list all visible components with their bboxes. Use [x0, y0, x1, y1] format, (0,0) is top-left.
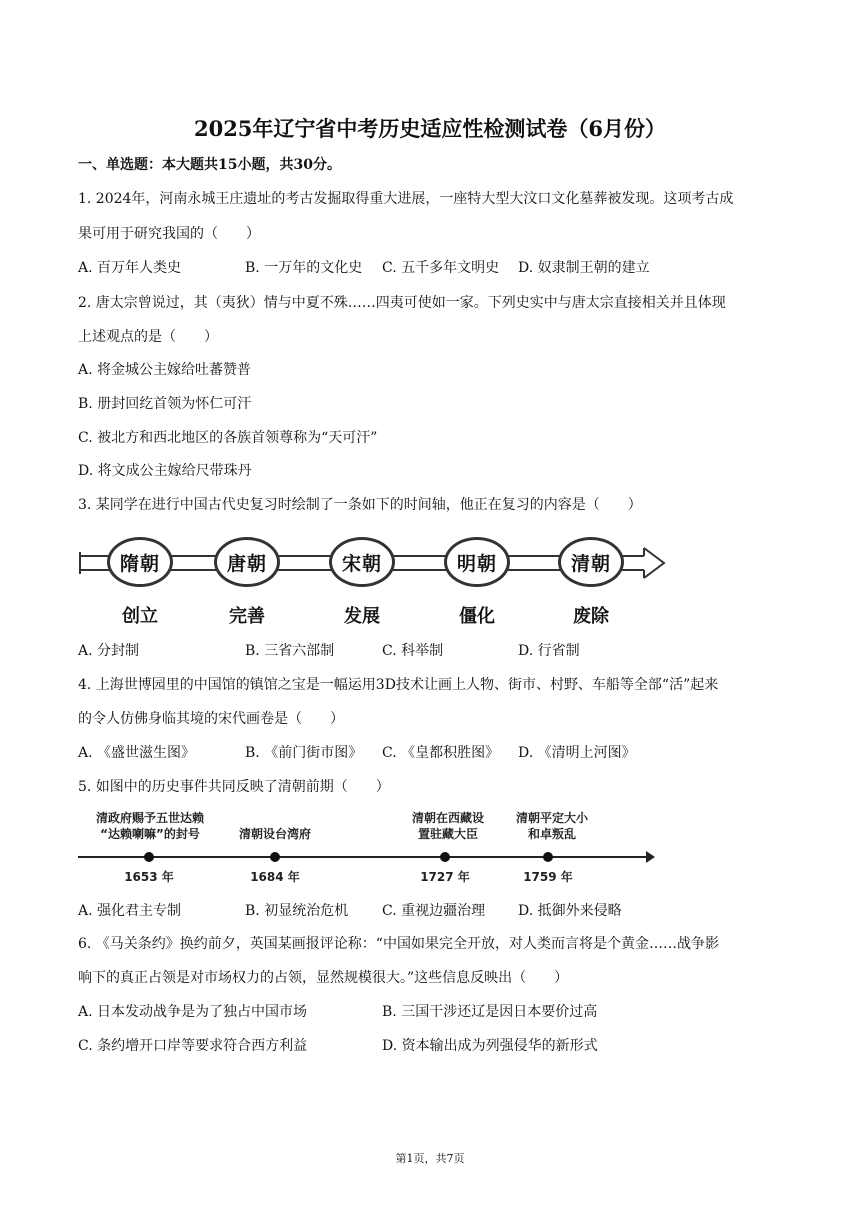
q2-option-c: C. 被北方和西北地区的各族首领尊称为“天可汗” [78, 430, 378, 446]
q1-option-b: B. 一万年的文化史 [245, 260, 363, 276]
q3-dynasty-song: 宋朝 [329, 537, 395, 587]
q2-option-d: D. 将文成公主嫁给尺带珠丹 [78, 463, 252, 479]
q5-event-label-line: 置驻藏大臣 [417, 827, 478, 841]
q5-option-d: D. 抵御外来侵略 [518, 903, 622, 919]
q5-timeline-arrowhead [646, 851, 655, 863]
q5-event-label-line: 清朝设台湾府 [238, 827, 311, 841]
q3-stage-label: 僵化 [459, 606, 495, 627]
q3-dynasty-ming: 明朝 [444, 537, 510, 587]
q5-timeline-dot [440, 852, 450, 862]
q5-timeline-axis [78, 856, 648, 858]
page-title: 2025年辽宁省中考历史适应性检测试卷（6月份） [193, 116, 667, 141]
q2-option-b: B. 册封回纥首领为怀仁可汗 [78, 396, 252, 412]
q5-event-label [502, 810, 602, 842]
q3-option-c: C. 科举制 [382, 643, 444, 659]
q5-year-label: 1727 年 [420, 870, 470, 884]
q5-timeline-dot [144, 852, 154, 862]
q3-stage-label: 完善 [229, 606, 265, 627]
q5-event-label-line: 和卓叛乱 [527, 827, 576, 841]
q5-year-label: 1759 年 [523, 870, 573, 884]
q5-event-label [220, 826, 330, 842]
q5-event-label-line: 清朝平定大小 [515, 811, 588, 825]
q6-option-c: C. 条约增开口岸等要求符合西方利益 [78, 1038, 308, 1054]
q5-event-label [398, 810, 498, 842]
q6-option-d: D. 资本输出成为列强侵华的新形式 [382, 1038, 598, 1054]
q3-dynasty-qing: 清朝 [558, 537, 624, 587]
q1-option-a: A. 百万年人类史 [78, 260, 182, 276]
q3-option-a: A. 分封制 [78, 643, 140, 659]
q5-timeline-dot [543, 852, 553, 862]
q5-event-label-line: 清政府赐予五世达赖 [95, 811, 204, 825]
question-2-text-line-1: 2. 唐太宗曾说过，其（夷狄）情与中夏不殊……四夷可使如一家。下列史实中与唐太宗直接相关并且体现 [78, 295, 726, 311]
q3-option-d: D. 行省制 [518, 643, 580, 659]
q2-option-a: A. 将金城公主嫁给吐蕃赞普 [78, 362, 252, 378]
question-6-text-line-2: 响下的真正占领是对市场权力的占领，显然规模很大。”这些信息反映出（ ） [78, 970, 569, 986]
page-footer: 第1页，共7页 [395, 1152, 465, 1165]
q6-option-a: A. 日本发动战争是为了独占中国市场 [78, 1004, 308, 1020]
q5-event-label [80, 810, 220, 842]
question-1-text-line-1: 1. 2024年，河南永城王庄遗址的考古发掘取得重大进展，一座特大型大汶口文化墓葬被发现。这项考古成 [78, 191, 734, 207]
question-4-text-line-2: 的令人仿佛身临其境的宋代画卷是（ ） [78, 711, 344, 727]
q5-year-label: 1684 年 [250, 870, 300, 884]
q5-option-c: C. 重视边疆治理 [382, 903, 486, 919]
q5-timeline-dot [270, 852, 280, 862]
question-6-text-line-1: 6. 《马关条约》换约前夕，英国某画报评论称：“中国如果完全开放，对人类而言将是个黄金……战争影 [78, 936, 719, 952]
q5-event-label-line: 清朝在西藏设 [411, 811, 484, 825]
q1-option-d: D. 奴隶制王朝的建立 [518, 260, 650, 276]
q4-option-b: B. 《前门街市图》 [245, 745, 363, 761]
q4-option-a: A. 《盛世滋生图》 [78, 745, 196, 761]
q4-option-c: C. 《皇都积胜图》 [382, 745, 500, 761]
question-5-text: 5. 如图中的历史事件共同反映了清朝前期（ ） [78, 779, 390, 795]
q5-year-label: 1653 年 [124, 870, 174, 884]
q3-stage-label: 创立 [122, 606, 158, 627]
q3-option-b: B. 三省六部制 [245, 643, 335, 659]
question-3-text: 3. 某同学在进行中国古代史复习时绘制了一条如下的时间轴，他正在复习的内容是（ ） [78, 497, 642, 513]
q6-option-b: B. 三国干涉还辽是因日本要价过高 [382, 1004, 598, 1020]
q5-event-label-line: “达赖喇嘛”的封号 [100, 827, 200, 841]
q5-option-b: B. 初显统治危机 [245, 903, 349, 919]
q3-stage-label: 发展 [344, 606, 380, 627]
q3-dynasty-sui: 隋朝 [107, 537, 173, 587]
question-2-text-line-2: 上述观点的是（ ） [78, 329, 218, 345]
q4-option-d: D. 《清明上河图》 [518, 745, 636, 761]
q3-dynasty-tang: 唐朝 [214, 537, 280, 587]
section-heading: 一、单选题：本大题共15小题，共30分。 [78, 157, 341, 173]
question-1-text-line-2: 果可用于研究我国的（ ） [78, 226, 260, 242]
q1-option-c: C. 五千多年文明史 [382, 260, 500, 276]
q5-option-a: A. 强化君主专制 [78, 903, 182, 919]
q3-stage-label: 废除 [573, 606, 609, 627]
question-4-text-line-1: 4. 上海世博园里的中国馆的镇馆之宝是一幅运用3D技术让画上人物、街市、村野、车船等全部“活”起来 [78, 677, 719, 693]
